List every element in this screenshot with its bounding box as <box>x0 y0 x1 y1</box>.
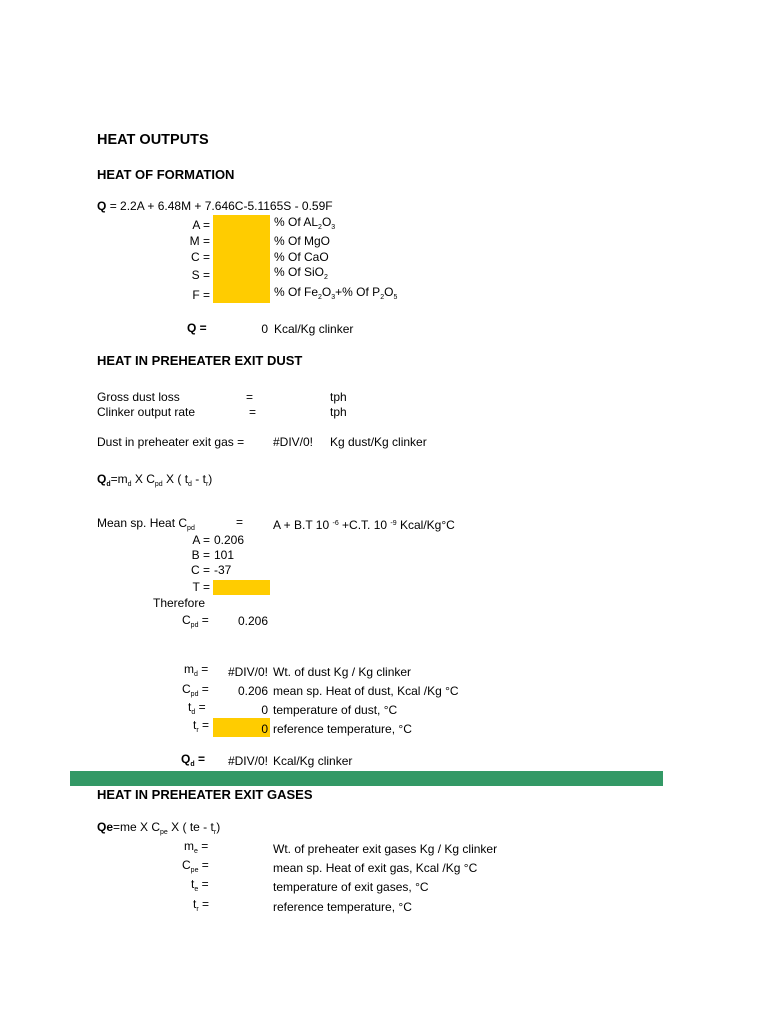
row-label-m: M = <box>189 234 210 248</box>
coef-value-c: -37 <box>214 563 232 577</box>
td-desc: temperature of dust, °C <box>273 703 398 717</box>
q-unit: Kcal/Kg clinker <box>274 322 354 336</box>
me-label: $m_e$ = <box>184 839 209 855</box>
cpd-value: 0.206 <box>237 614 268 628</box>
section-divider <box>70 771 663 786</box>
cpd-label: $C_{pd}$ = <box>182 613 209 629</box>
me-desc: Wt. of preheater exit gases Kg / Kg clinker <box>273 842 498 856</box>
temperature-input-cell[interactable] <box>213 580 270 595</box>
dust-exit-unit: Kg dust/Kg clinker <box>330 435 427 449</box>
tr-label: $t_r$ = <box>193 718 210 734</box>
qd-formula: $Q_d=m_d$ X $C_{pd}$ X ( $t_d - t_r$) <box>97 472 213 488</box>
qd-result-value: #DIV/0! <box>227 754 268 768</box>
row-desc-m: % Of MgO <box>274 234 331 248</box>
q-label: Q = <box>187 321 207 335</box>
cpe-label: $C_{pe}$ = <box>182 858 209 874</box>
coef-label-b: B = <box>191 548 210 562</box>
te-desc: temperature of exit gases, °C <box>273 880 429 894</box>
coef-value-a: 0.206 <box>214 533 245 547</box>
td-label: $t_d$ = <box>188 700 206 716</box>
row-desc-a: % Of $AL_2O_3$ <box>274 215 336 231</box>
section-heading-formation: HEAT OF FORMATION <box>97 167 235 182</box>
qd-result-label: $Q_d$ = <box>181 752 205 768</box>
tr-gas-label: $t_r$ = <box>193 897 210 913</box>
clinker-output-unit: tph <box>330 405 347 419</box>
section-heading-gases: HEAT IN PREHEATER EXIT GASES <box>97 787 313 802</box>
clinker-output-label: Clinker output rate <box>97 405 196 419</box>
cpd2-label: $C_{pd}$ = <box>182 682 209 698</box>
oxide-input-cells[interactable] <box>213 215 270 303</box>
tr-gas-desc: reference temperature, °C <box>273 900 412 914</box>
formula-variable: Q <box>97 199 107 213</box>
clinker-output-eq: = <box>249 405 257 419</box>
md-label: $m_d$ = <box>184 662 209 678</box>
row-label-c: C = <box>190 250 210 264</box>
t-label: T = <box>192 580 210 594</box>
dust-exit-label: Dust in preheater exit gas = <box>97 435 245 449</box>
mean-sp-heat-eq: = <box>236 515 244 529</box>
row-label-a: A = <box>192 218 210 232</box>
coef-value-b: 101 <box>214 548 235 562</box>
q-value: 0 <box>261 322 268 336</box>
row-label-f: F = <box>192 288 210 302</box>
mean-sp-heat-formula: A + B.T 10 $^{-6}$ +C.T. 10 $^{-9}$ Kcal/Kg°C <box>273 518 455 532</box>
section-heading-dust: HEAT IN PREHEATER EXIT DUST <box>97 353 303 368</box>
cpd2-value: 0.206 <box>237 684 268 698</box>
md-value: #DIV/0! <box>227 665 268 679</box>
row-label-s: S = <box>191 268 210 282</box>
cpe-desc: mean sp. Heat of exit gas, Kcal /Kg °C <box>273 861 478 875</box>
te-label: $t_e$ = <box>191 877 209 893</box>
dust-exit-value: #DIV/0! <box>273 435 314 449</box>
qe-formula: Qe=me X $C_{pe}$ X ( te - $t_r$) <box>97 820 221 836</box>
gross-dust-unit: tph <box>330 390 347 404</box>
row-desc-f: % Of $Fe_2O_3+\%$ Of $P_2O_5$ <box>274 285 398 301</box>
tr-value: 0 <box>261 722 268 736</box>
formation-formula <box>97 199 333 213</box>
coef-label-a: A = <box>192 533 210 547</box>
row-desc-c: % Of CaO <box>274 250 329 264</box>
qd-result-unit: Kcal/Kg clinker <box>273 754 353 768</box>
tr-desc: reference temperature, °C <box>273 722 412 736</box>
formula-rhs: = 2.2A + 6.48M + 7.646C-5.1165S - 0.59F <box>109 199 333 213</box>
gross-dust-label: Gross dust loss <box>97 390 180 404</box>
therefore-label: Therefore <box>153 596 206 610</box>
mean-sp-heat-label: Mean sp. Heat $C_{pd}$ <box>97 516 195 532</box>
td-value: 0 <box>261 703 268 717</box>
coef-label-c: C = <box>190 563 210 577</box>
gross-dust-eq: = <box>246 390 254 404</box>
row-desc-s: % Of SiO$_2$ <box>274 265 328 281</box>
cpd2-desc: mean sp. Heat of dust, Kcal /Kg °C <box>273 684 459 698</box>
page-title: HEAT OUTPUTS <box>97 132 209 148</box>
md-desc: Wt. of dust Kg / Kg clinker <box>273 665 412 679</box>
